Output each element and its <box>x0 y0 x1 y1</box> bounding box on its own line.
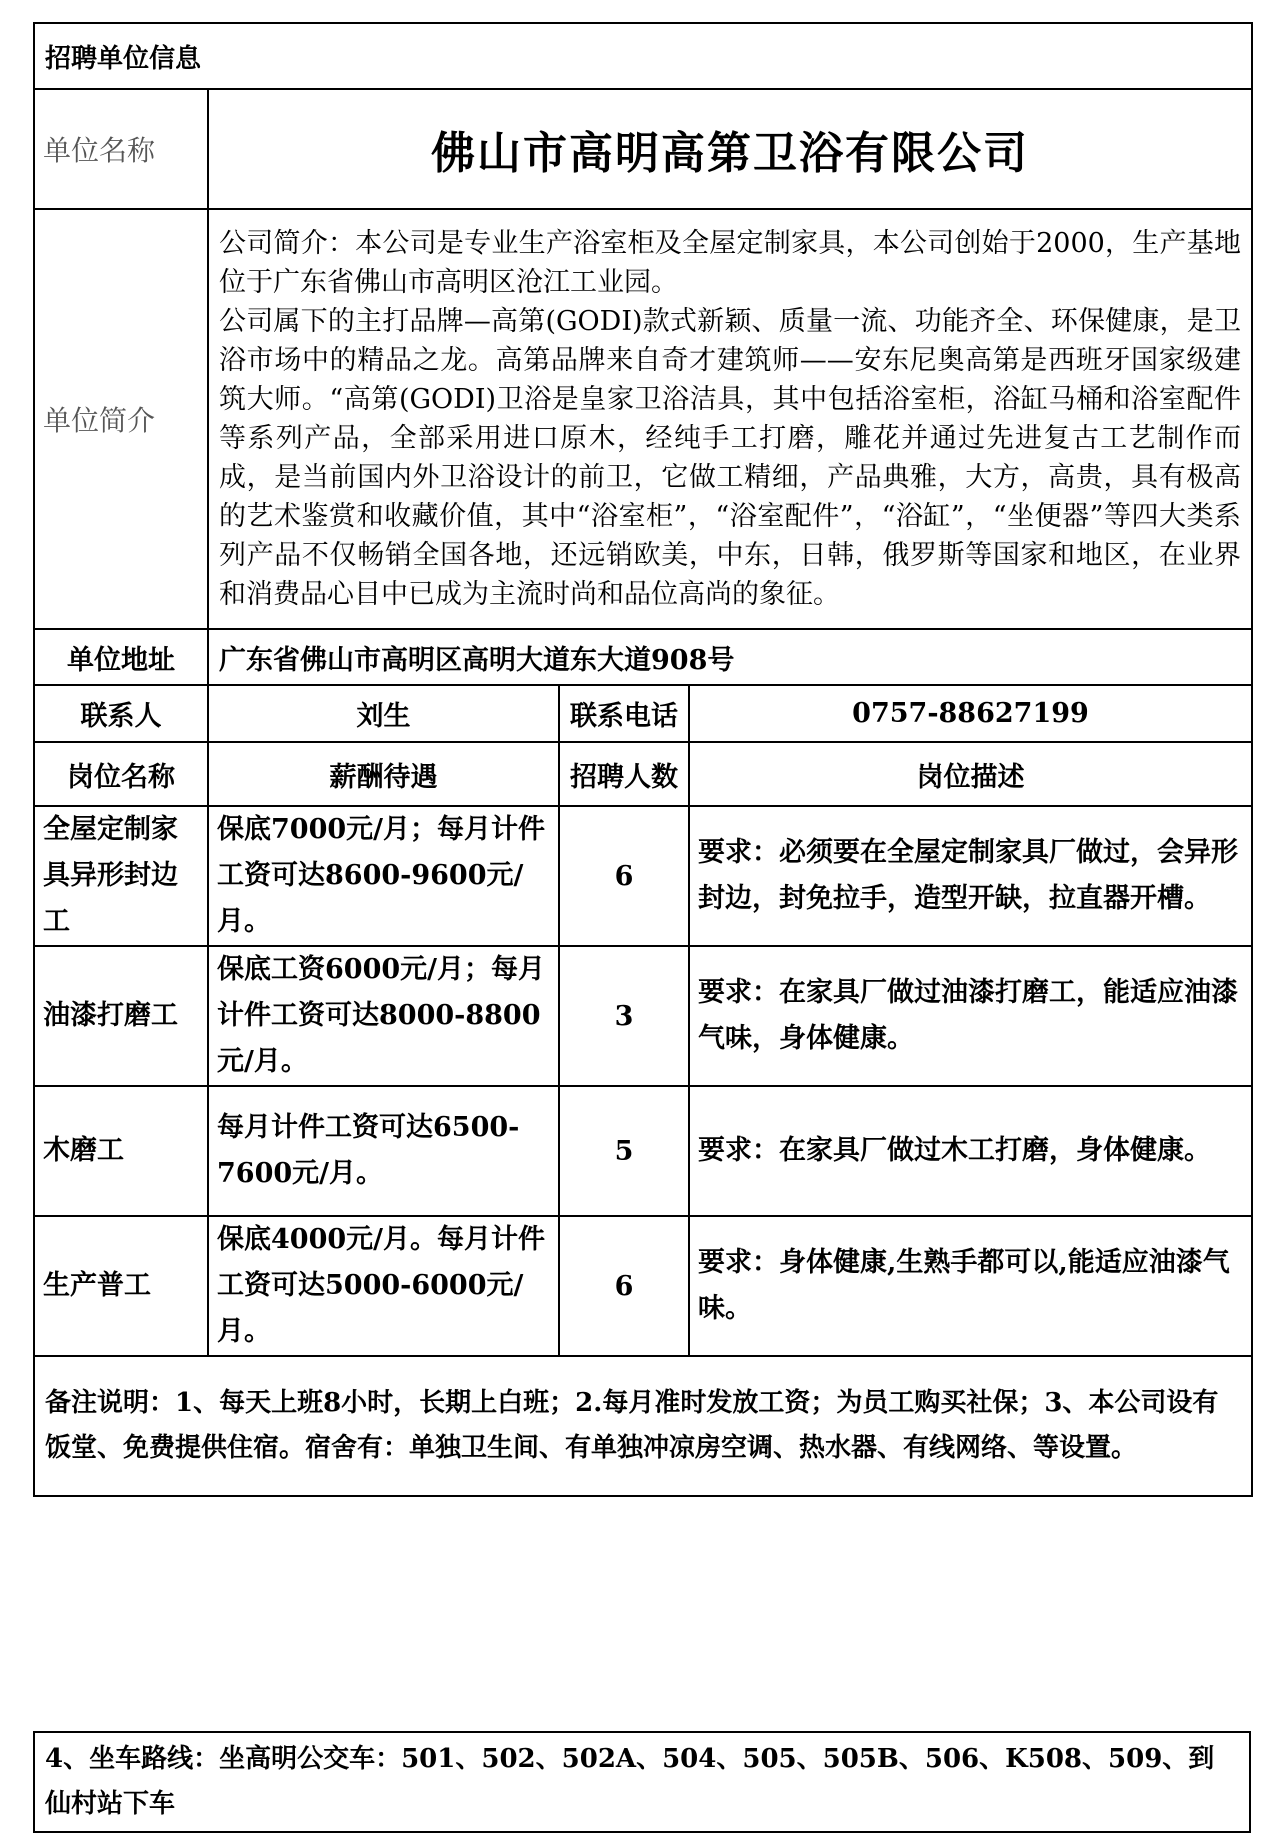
route-table <box>33 1731 1251 1833</box>
table-row <box>34 1216 1252 1356</box>
header-description: 岗位描述 <box>689 742 1252 806</box>
job-salary: 保底7000元/月；每月计件工资可达8600-9600元/月。 <box>208 806 559 946</box>
job-count: 3 <box>559 946 689 1086</box>
job-description: 要求：在家具厂做过油漆打磨工，能适应油漆气味，身体健康。 <box>689 946 1252 1086</box>
contact-value: 刘生 <box>208 685 559 742</box>
bus-route: 4、坐车路线：坐高明公交车：501、502、502A、504、505、505B、506、K508、509、到仙村站下车 <box>34 1732 1250 1832</box>
jobs-header-row <box>34 742 1252 806</box>
header-salary: 薪酬待遇 <box>208 742 559 806</box>
section-title: 招聘单位信息 <box>34 23 1252 89</box>
company-intro <box>208 209 1252 629</box>
contact-label: 联系人 <box>34 685 208 742</box>
intro-paragraph: 公司属下的主打品牌—高第(GODI)款式新颖、质量一流、功能齐全、环保健康，是卫浴市场中的精品之龙。高第品牌来自奇才建筑师——安东尼奥高第是西班牙国家级建筑大师。“高第(GODI)卫浴是皇家卫浴洁具，其中包括浴室柜，浴缸马桶和浴室配件等系列产品，全部采用进口原木，经纯手工打磨，雕花并通过先进复古工艺制作而成，是当前国内外卫浴设计的前卫，它做工精细，产品典雅，大方，高贵，具有极高的艺术鉴赏和收藏价值，其中“浴室柜”，“浴室配件”，“浴缸”，“坐便器”等四大类系列产品不仅畅销全国各地，还远销欧美，中东，日韩，俄罗斯等国家和地区，在业界和消费品心目中已成为主流时尚和品位高尚的象征。 <box>219 306 1242 610</box>
phone-label: 联系电话 <box>559 685 689 742</box>
job-position: 全屋定制家具异形封边工 <box>34 806 208 946</box>
recruitment-table <box>33 22 1253 1497</box>
job-count: 6 <box>559 806 689 946</box>
company-intro-label: 单位简介 <box>34 209 208 629</box>
company-name: 佛山市高明高第卫浴有限公司 <box>208 89 1252 209</box>
table-row <box>34 1086 1252 1216</box>
job-position: 木磨工 <box>34 1086 208 1216</box>
address-value: 广东省佛山市高明区高明大道东大道908号 <box>208 629 1252 685</box>
job-count: 6 <box>559 1216 689 1356</box>
job-description: 要求：必须要在全屋定制家具厂做过，会异形封边，封免拉手，造型开缺，拉直器开槽。 <box>689 806 1252 946</box>
job-salary: 每月计件工资可达6500-7600元/月。 <box>208 1086 559 1216</box>
company-name-label: 单位名称 <box>34 89 208 209</box>
job-position: 生产普工 <box>34 1216 208 1356</box>
header-count: 招聘人数 <box>559 742 689 806</box>
job-description: 要求：身体健康,生熟手都可以,能适应油漆气味。 <box>689 1216 1252 1356</box>
table-row <box>34 946 1252 1086</box>
table-row <box>34 806 1252 946</box>
job-salary: 保底工资6000元/月；每月计件工资可达8000-8800元/月。 <box>208 946 559 1086</box>
header-position: 岗位名称 <box>34 742 208 806</box>
notes: 备注说明：1、每天上班8小时，长期上白班；2.每月准时发放工资；为员工购买社保；3、本公司设有饭堂、免费提供住宿。宿舍有：单独卫生间、有单独冲凉房空调、热水器、有线网络、等设置。 <box>34 1356 1252 1496</box>
job-description: 要求：在家具厂做过木工打磨，身体健康。 <box>689 1086 1252 1216</box>
address-label: 单位地址 <box>34 629 208 685</box>
intro-paragraph: 公司简介：本公司是专业生产浴室柜及全屋定制家具，本公司创始于2000，生产基地位于广东省佛山市高明区沧江工业园。 <box>219 228 1242 298</box>
phone-value: 0757-88627199 <box>689 685 1252 742</box>
job-salary: 保底4000元/月。每月计件工资可达5000-6000元/月。 <box>208 1216 559 1356</box>
job-position: 油漆打磨工 <box>34 946 208 1086</box>
job-count: 5 <box>559 1086 689 1216</box>
